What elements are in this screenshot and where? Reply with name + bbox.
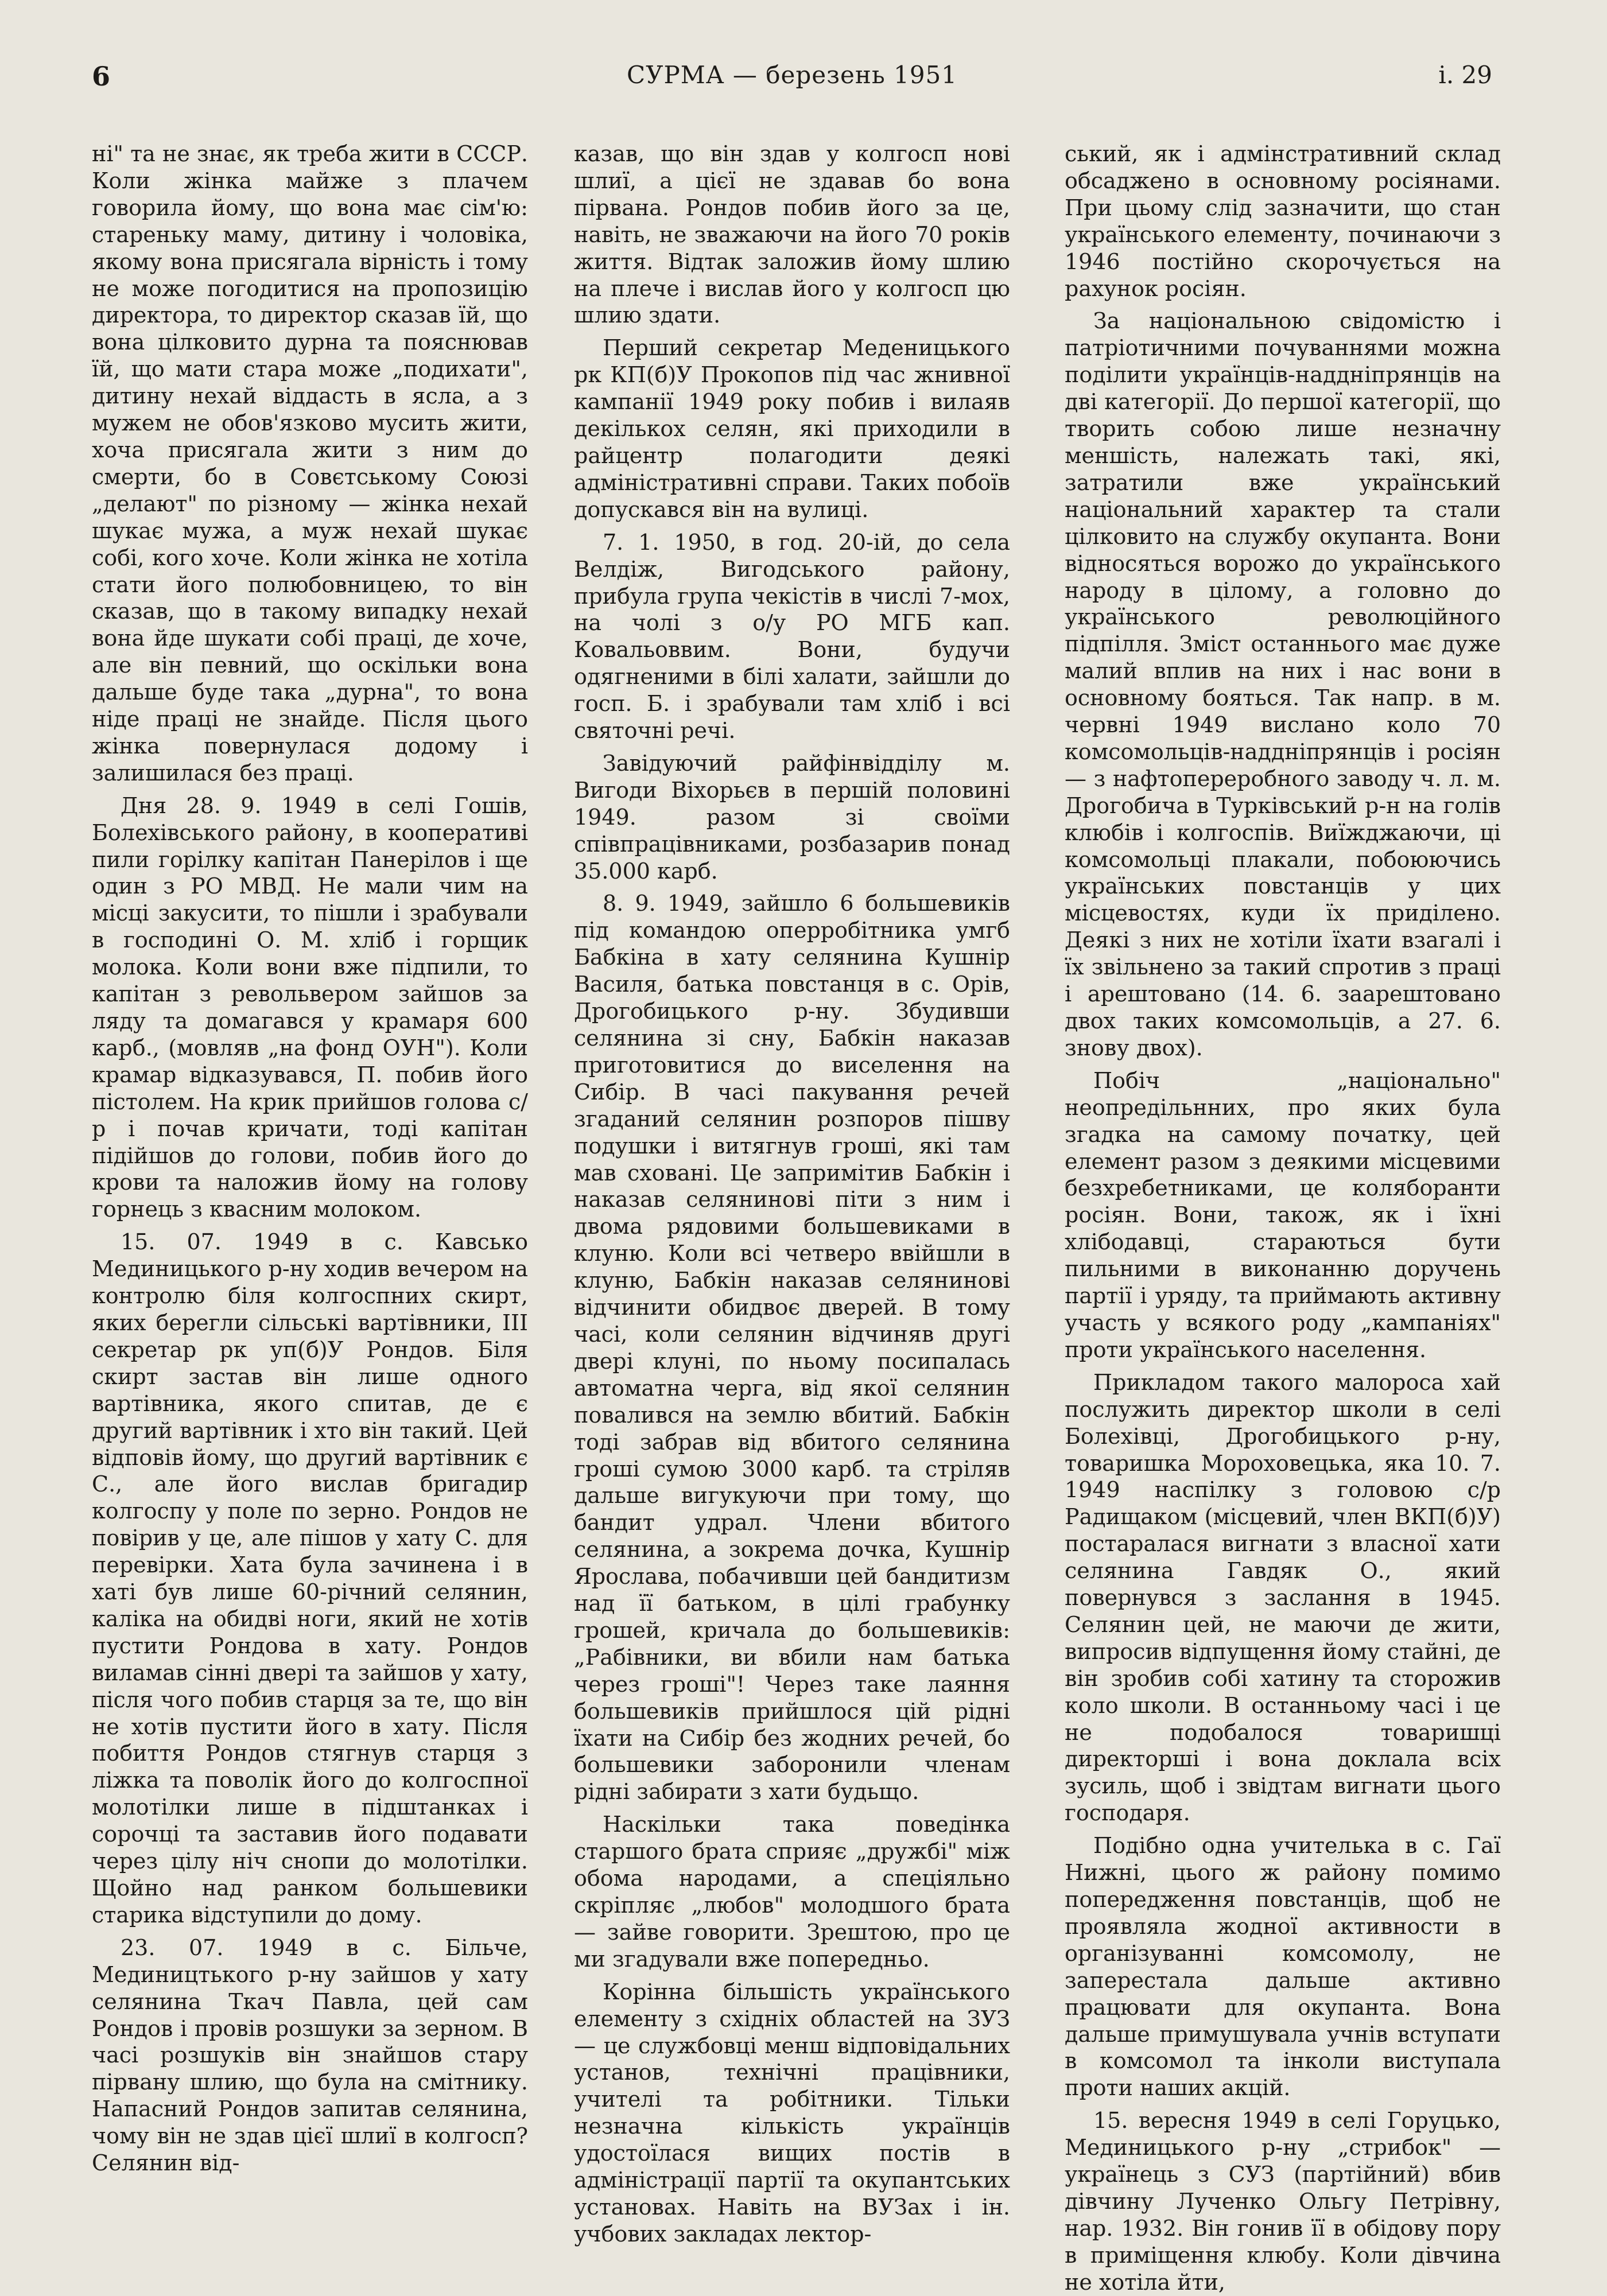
paragraph: За національною свідомістю і патріотичними почуваннями можна поділити українців-наддніпрянців на дві категорії. До першої категорії, що творить собою лише незначну меншість, належать такі, які, затратили вже український національний характер та стали цілковито на службу окупанта. Вони відносяться ворожо до українського народу в цілому, а головно до українського революційного підпілля. Зміст останнього має дуже малий вплив на них і нас вони в основному бояться. Так напр. в м. червні 1949 вислано коло 70 комсомольців-наддніпрянців і росіян — з нафтопереробного заводу ч. л. м. Дрогобича в Турківський р-н на голів клюбів і колгоспів. Виїжджаючи, ці комсомольці плакали, побоюючись українських повстанців у цих місцевостях, куди їх приділено. Деякі з них не хотіли їхати взагалі і їх звільнено за такий спротив з праці і арештовано (14. 6. заарештовано двох таких комсомольців, а 27. 6. знову двох). (1065, 308, 1501, 1060)
paragraph: казав, що він здав у колгосп нові шлиї, а цієї не здавав бо вона пірвана. Рондов побив його за це, навіть, не зважаючи на його 70 років життя. Відтак заложив йому шлию на плече і вислав його у колгосп цю шлию здати. (574, 141, 1010, 328)
page-number: 6 (92, 61, 111, 92)
paragraph: Побіч „національно" неопредільнних, про яких була згадка на самому початку, цей елемент разом з деякими місцевими безхребетниками, це коляборанти росіян. Вони, також, як і їхні хлібодавці, стараються бути пильними в виконанню доручень партії і уряду, та приймають активну участь у всякого роду „кампаніях" проти українського населення. (1065, 1067, 1501, 1362)
paragraph: 23. 07. 1949 в с. Більче, Медиництького р-ну зайшов у хату селянина Ткач Павла, цей сам Рондов і провів розшуки за зерном. В часі розшуків він знайшов стару пірвану шлию, що була на смітнику. Напасний Рондов запитав селянина, чому він не здав цієї шлиї в колгосп? Селянин від- (92, 1934, 528, 2176)
paragraph: 8. 9. 1949, зайшло 6 большевиків під командою оперробітника умгб Бабкіна в хату селянина Кушнір Василя, батька повстанця в с. Орів, Дрогобицького р-ну. Збудивши селянина зі сну, Бабкін наказав приготовитися до виселення на Сибір. В часі пакування речей згаданий селянин розпоров пішву подушки і витягнув гроші, які там мав сховані. Це запримітив Бабкін і наказав селянинові піти з ним і двома рядовими большевиками в клуню. Коли всі четверо ввійшли в клуню, Бабкін наказав селянинові відчинити обидвоє дверей. В тому часі, коли селянин відчиняв другі двері клуні, по ньому посипалась автоматна черга, від якої селянин повалився на землю вбитий. Бабкін тоді забрав від вбитого селянина гроші сумою 3000 карб. та стріляв дальше вигукуючи при тому, що бандит удрал. Члени вбитого селянина, а зокрема дочка, Кушнір Ярослава, побачивши цей бандитизм над її батьком, в цілі грабунку грошей, кричала до большевиків: „Рабівники, ви вбили нам батька через гроші"! Через таке лаяння большевиків прийшлося цій рідні їхати на Сибір без жодних речей, бо большевики заборонили членам рідні забирати з хати будьщо. (574, 891, 1010, 1805)
paragraph: Наскільки така поведінка старшого брата сприяє „дружбі" між обома народами, а спеціяльно скріпляє „любов" молодшого брата — зайве говорити. Зрештою, про це ми згадували вже попередньо. (574, 1812, 1010, 1972)
paragraph: ні" та не знає, як треба жити в СССР. Коли жінка майже з плачем говорила йому, що вона має сім'ю: стареньку маму, дитину і чоловіка, якому вона присягала вірність і тому не може погодитися на пропозицію директора, то директор сказав їй, що вона цілковито дурна та пояснював їй, що мати стара може „подихати", дитину нехай віддасть в ясла, а з мужем не обов'язково мусить жити, хоча присягала жити з ним до смерти, бо в Совєтському Союзі „делают" по різному — жінка нехай шукає мужа, а муж нехай шукає собі, кого хоче. Коли жінка не хотіла стати його полюбовницею, то він сказав, що в такому випадку нехай вона йде шукати собі праці, де хоче, але він певний, що оскільки вона дальше буде така „дурна", то вона ніде праці не знайде. Після цього жінка повернулася додому і залишилася без праці. (92, 141, 528, 786)
paragraph: 15. вересня 1949 в селі Горуцько, Мединицького р-ну „стрибок" — українець з СУЗ (партійний) вбив дівчину Лученко Ольгу Петрівну, нар. 1932. Він гонив її в обідову пору в приміщення клюбу. Коли дівчина не хотіла йти, (1065, 2108, 1501, 2295)
page-header (92, 57, 1492, 103)
paragraph: Корінна більшість українського елементу з східніх областей на ЗУЗ — це службовці менш відповідальних установ, технічні працівники, учителі та робітники. Тільки незначна кількість українців удостоїлася вищих постів в адміністрації партії та окупантських установах. Навіть на ВУЗах і ін. учбових закладах лектор- (574, 1979, 1010, 2247)
paragraph: Перший секретар Меденицького рк КП(б)У Прокопов під час жнивної кампанії 1949 року побив і вилаяв декількох селян, які приходили в райцентр полагодити деякі адміністративні справи. Таких побоїв допускався він на вулиці. (574, 335, 1010, 522)
text-column-1 (92, 141, 528, 2264)
paragraph: Прикладом такого малороса хай послужить директор школи в селі Болехівці, Дрогобицького р-ну, товаришка Мороховецька, яка 10. 7. 1949 наспілку з головою с/р Радищаком (місцевий, член ВКП(б)У) постаралася вигнати з власної хати селянина Гавдяк О., який повернувся з заслання в 1945. Селянин цей, не маючи де жити, випросив відпущення йому стайні, де він зробив собі хатину та сторожив коло школи. В останньому часі і це не подобалося товаришці директорші і вона доклала всіх зусиль, щоб і звідтам вигнати цього господаря. (1065, 1369, 1501, 1826)
issue-number: і. 29 (1438, 61, 1492, 89)
text-column-2 (574, 141, 1010, 2264)
paragraph: 15. 07. 1949 в с. Кавсько Мединицького р-ну ходив вечером на контролю біля колгоспних скирт, яких берегли сільські вартівники, III секретар рк уп(б)У Рондов. Біля скирт застав він лише одного вартівника, якого спитав, де є другий вартівник і хто він такий. Цей відповів йому, що другий вартівник є С., але його вислав бригадир колгоспу у поле по зерно. Рондов не повірив у це, але пішов у хату С. для перевірки. Хата була зачинена і в хаті був лише 60-річний селянин, каліка на обидві ноги, який не хотів пустити Рондова в хату. Рондов виламав сінні двері та зайшов у хату, після чого побив старця за те, що він не хотів пустити його в хату. Після побиття Рондов стягнув старця з ліжка та поволік його до колгоспної молотілки лише в підштанках і сорочці та заставив його подавати через цілу ніч снопи до молотілки. Щойно над ранком большевики старика відступили до дому. (92, 1229, 528, 1928)
text-column-3 (1065, 141, 1501, 2295)
paragraph: ський, як і адмінстративний склад обсаджено в основному росіянами. При цьому слід зазначити, що стан українського елементу, починаючи з 1946 постійно скорочується на рахунок росіян. (1065, 141, 1501, 301)
paragraph: Дня 28. 9. 1949 в селі Гошів, Болехівського району, в кооперативі пили горілку капітан Панерілов і ще один з РО МВД. Не мали чим на місці закусити, то пішли і зрабували в господині О. М. хліб і горщик молока. Коли вони вже підпили, то капітан з револьвером зайшов за ляду та домагався у крамаря 600 карб., (мовляв „на фонд ОУН"). Коли крамар відказувався, П. побив його пістолем. На крик прийшов голова с/р і почав кричати, тоді капітан підійшов до голови, побив його до крови та наложив йому на голову горнець з квасним молоком. (92, 792, 528, 1222)
paragraph: Подібно одна учителька в с. Гаї Нижні, цього ж району помимо попередження повстанців, щоб не проявляла жодної активности в організуванні комсомолу, не заперестала дальше активно працювати для окупанта. Вона дальше примушувала учнів вступати в комсомол та інколи виступала проти наших акцій. (1065, 1833, 1501, 2101)
paragraph: Завідуючий райфінвідділу м. Вигоди Віхорьєв в першій половині 1949. разом зі своїми співпрацівниками, розбазарив понад 35.000 карб. (574, 750, 1010, 884)
paragraph: 7. 1. 1950, в год. 20-ій, до села Велдіж, Вигодського району, прибула група чекістів в числі 7-мох, на чолі з о/у РО МГБ кап. Ковальоввим. Вони, будучи одягненими в білі халати, зайшли до госп. Б. і зрабували там хліб і всі святочні речі. (574, 529, 1010, 744)
publication-title: СУРМА — березень 1951 (626, 61, 957, 89)
